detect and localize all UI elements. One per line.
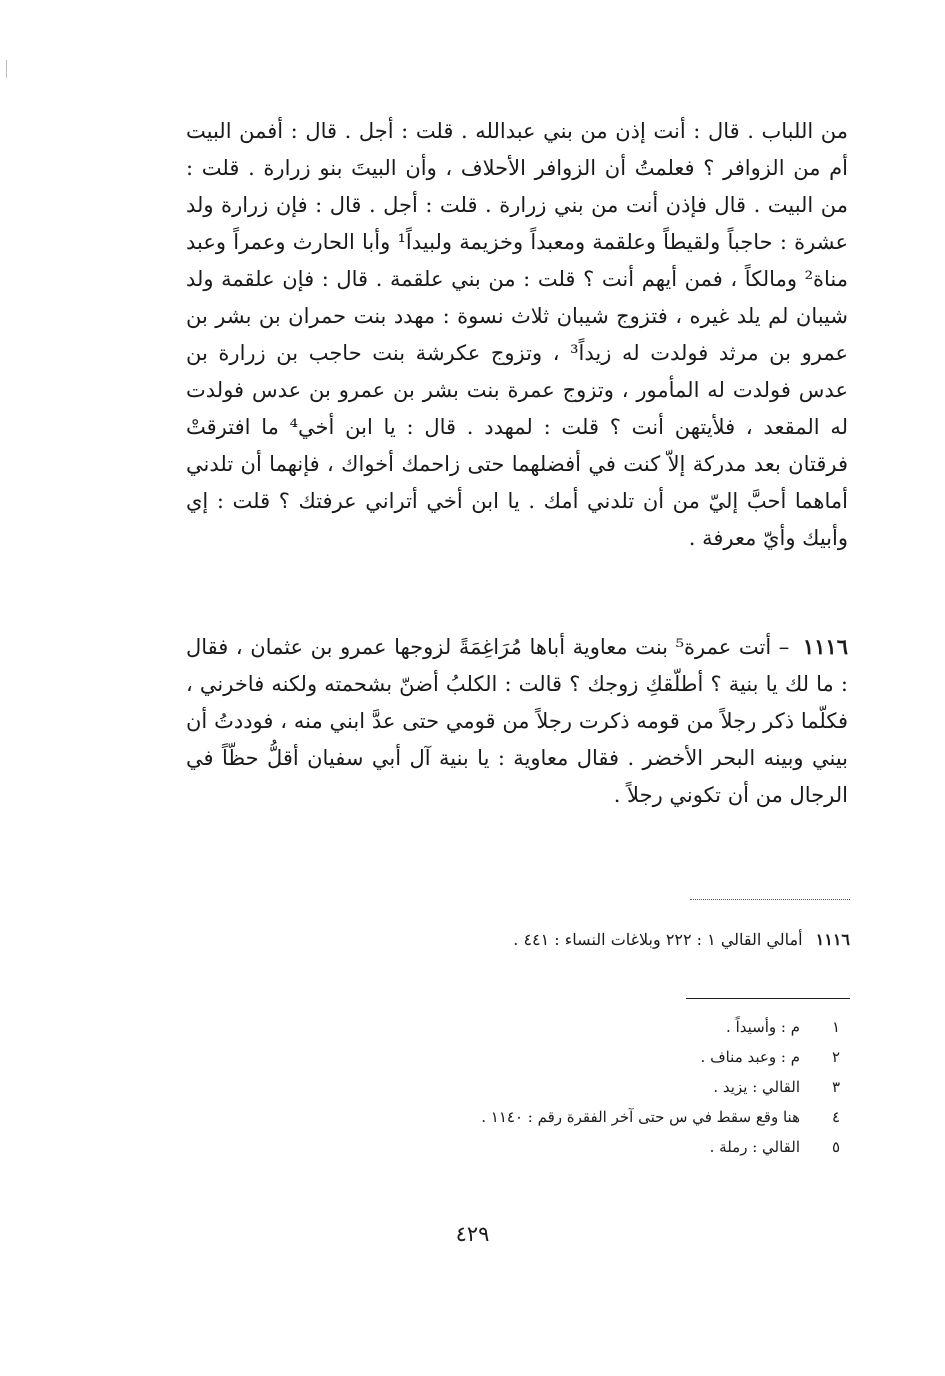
footnote-text: القالي : يزيد . bbox=[713, 1078, 800, 1096]
footnote-text: هنا وقع سقط في س حتى آخر الفقرة رقم : ١١٤٠ . bbox=[481, 1108, 800, 1126]
source-note-number: ١١١٦ bbox=[815, 930, 850, 949]
footnote-text: القالي : رملة . bbox=[709, 1138, 800, 1156]
footnote-number: ٣ bbox=[831, 1078, 840, 1096]
footnote bbox=[400, 1072, 840, 1102]
paragraph-text: – أتت عمرة⁵ بنت معاوية أباها مُرَاغِمَةً لزوجها عمرو بن عثمان ، فقال : ما لك يا بنية ؟ أطلّقكِ زوجك ؟ قالت : الكلبُ أضنّ بشحمته ولكنه فاخرني ، فكلّما ذكر رجلاً من قومه ذكرت رجلاً من قومي حتى عدَّ ابني منه ، فوددتُ أن بيني وبينه البحر الأخضر . فقال معاوية : يا بنية آل أبي سفيان أقلُّ حظّاً في الرجال من أن تكوني رجلاً . bbox=[186, 635, 848, 807]
entry-number: ١١١٦ bbox=[802, 634, 848, 659]
page-number: ٤٢٩ bbox=[455, 1222, 490, 1246]
footnote-number: ٤ bbox=[831, 1108, 840, 1126]
footnote bbox=[400, 1102, 840, 1132]
paragraph-text: من اللباب . قال : أنت إذن من بني عبدالله . قلت : أجل . قال : أفمن البيت أم من الزوافر ؟ فعلمتُ أن الزوافر الأحلاف ، وأن البيتَ بنو زرارة . قلت : من البيت . قال فإذن أنت من بني زرارة . قلت : أجل . قال : فإن زرارة ولد عشرة : حاجباً ولقيطاً وعلقمة ومعبداً وخزيمة ولبيداً¹ وأبا الحارث وعمراً وعبد مناة² ومالكاً ، فمن أيهم أنت ؟ قلت : من بني علقمة . قال : فإن علقمة ولد شيبان لم يلد غيره ، فتزوج شيبان ثلاث نسوة : مهدد بنت حمران بن بشر بن عمرو بن مرثد فولدت له زيداً³ ، وتزوج عكرشة بنت حاجب بن زرارة بن عدس فولدت له المأمور ، وتزوج عمرة بنت بشر بن عمرو بن عدس فولدت له المقعد ، فلأيتهن أنت ؟ قلت : لمهدد . قال : يا ابن أخي⁴ ما افترقتْ فرقتان بعد مدركة إلاّ كنت في أفضلهما حتى زاحمك أخواك ، فإنهما أن تلدني أماهما أحبَّ إليّ من أن تلدني أمك . يا ابن أخي أتراني عرفتك ؟ قلت : إي وأبيك وأيّ معرفة . bbox=[186, 119, 849, 550]
footnote bbox=[400, 1042, 840, 1072]
dotted-separator bbox=[690, 899, 850, 900]
paragraph-continued bbox=[186, 113, 848, 557]
footnote-number: ١ bbox=[831, 1018, 840, 1036]
footnote-separator bbox=[686, 998, 850, 999]
footnote bbox=[400, 1012, 840, 1042]
source-note-text: أمالي القالي ١ : ٢٢٢ وبلاغات النساء : ٤٤١ . bbox=[513, 930, 803, 949]
footnotes-list bbox=[400, 1012, 840, 1162]
paragraph-entry-1116 bbox=[186, 628, 848, 814]
footnote-number: ٥ bbox=[831, 1138, 840, 1156]
source-note bbox=[400, 926, 850, 954]
footnote-text: م : وعبد مناف . bbox=[700, 1048, 800, 1066]
footnote bbox=[400, 1132, 840, 1162]
footnote-text: م : وأسيداً . bbox=[726, 1018, 800, 1036]
footnote-number: ٢ bbox=[831, 1048, 840, 1066]
margin-mark bbox=[6, 60, 7, 78]
